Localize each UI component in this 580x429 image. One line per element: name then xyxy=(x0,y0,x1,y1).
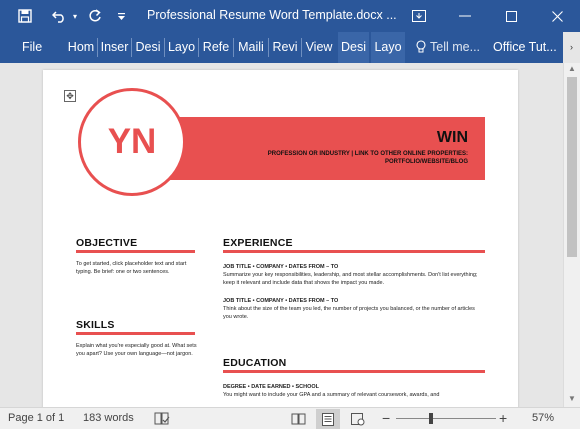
tab-separator xyxy=(97,38,98,57)
skills-heading[interactable]: SKILLS xyxy=(76,319,115,331)
header-banner xyxy=(138,117,485,180)
tab-table-layout[interactable]: Layo xyxy=(371,32,405,63)
experience-heading[interactable]: EXPERIENCE xyxy=(223,237,293,249)
skills-text[interactable]: Explain what you're especially good at. What sets you apart? Use your own language—not jargon. xyxy=(76,343,197,357)
save-icon[interactable] xyxy=(14,0,36,32)
tab-view[interactable]: View xyxy=(305,40,333,54)
close-icon[interactable] xyxy=(534,0,580,32)
web-layout-icon[interactable] xyxy=(346,409,370,429)
tab-file[interactable]: File xyxy=(22,40,43,54)
lightbulb-icon[interactable] xyxy=(410,32,432,63)
tab-mailings[interactable]: Maili xyxy=(238,40,264,54)
undo-dropdown-icon[interactable]: ▾ xyxy=(72,11,77,21)
tab-separator xyxy=(131,38,132,57)
read-mode-icon[interactable] xyxy=(286,409,310,429)
zoom-level[interactable]: 57% xyxy=(532,412,555,424)
experience-rule xyxy=(223,250,485,253)
zoom-slider-thumb[interactable] xyxy=(429,413,433,424)
tab-home[interactable]: Hom xyxy=(67,40,95,54)
maximize-icon[interactable] xyxy=(488,0,534,32)
tab-layout[interactable]: Layo xyxy=(167,40,196,54)
objective-rule xyxy=(76,250,195,253)
ribbon-tabs xyxy=(0,32,580,63)
job-2-title[interactable]: JOB TITLE • COMPANY • DATES FROM – TO xyxy=(223,298,339,304)
zoom-out-icon[interactable]: − xyxy=(382,410,391,426)
office-tutorial-account[interactable]: Office Tut... xyxy=(493,40,557,54)
tab-references[interactable]: Refe xyxy=(202,40,230,54)
initials-text[interactable]: YN xyxy=(107,122,157,161)
document-page[interactable] xyxy=(43,70,518,407)
tab-insert[interactable]: Inser xyxy=(100,40,129,54)
education-heading[interactable]: EDUCATION xyxy=(223,357,287,369)
ribbon-display-options-icon[interactable] xyxy=(396,0,442,32)
document-area xyxy=(0,63,580,407)
proofing-icon[interactable] xyxy=(154,411,170,429)
zoom-slider-track[interactable] xyxy=(396,418,496,419)
tab-separator xyxy=(233,38,234,57)
document-title: Professional Resume Word Template.docx ... xyxy=(147,8,397,22)
scroll-up-icon[interactable]: ▲ xyxy=(568,64,576,73)
education-rule xyxy=(223,370,485,373)
tab-separator xyxy=(268,38,269,57)
page-count[interactable]: Page 1 of 1 xyxy=(8,412,65,424)
resume-name[interactable]: WIN xyxy=(436,129,468,146)
title-bar xyxy=(0,0,580,32)
objective-heading[interactable]: OBJECTIVE xyxy=(76,237,138,249)
table-move-handle-icon[interactable]: ✥ xyxy=(64,90,76,102)
contact-line-2: PORTFOLIO/WEBSITE/BLOG xyxy=(385,159,468,165)
zoom-in-icon[interactable]: + xyxy=(499,410,508,426)
word-count[interactable]: 183 words xyxy=(83,412,134,424)
scroll-thumb[interactable] xyxy=(567,77,577,257)
education-title[interactable]: DEGREE • DATE EARNED • SCHOOL xyxy=(223,384,320,390)
contact-line-1: PROFESSION OR INDUSTRY | LINK TO OTHER ONLINE PROPERTIES: xyxy=(267,151,468,157)
contact-info[interactable] xyxy=(208,150,468,166)
tab-separator xyxy=(301,38,302,57)
tab-separator xyxy=(198,38,199,57)
skills-rule xyxy=(76,332,195,335)
education-text[interactable]: You might want to include your GPA and a summary of relevant coursework, awards, and xyxy=(223,392,440,398)
status-bar xyxy=(0,407,580,429)
job-1-title[interactable]: JOB TITLE • COMPANY • DATES FROM – TO xyxy=(223,264,339,270)
tab-design[interactable]: Desi xyxy=(135,40,161,54)
tab-table-design[interactable]: Desi xyxy=(338,32,369,63)
redo-icon[interactable] xyxy=(84,0,106,32)
tab-review[interactable]: Revi xyxy=(272,40,298,54)
minimize-icon[interactable] xyxy=(442,0,488,32)
job-2-text[interactable]: Think about the size of the team you led, the number of projects you balanced, or the number of articles you wrote. xyxy=(223,306,475,320)
scroll-down-icon[interactable]: ▼ xyxy=(568,394,576,403)
tab-separator xyxy=(164,38,165,57)
objective-text[interactable]: To get started, click placeholder text and start typing. Be brief: one or two sentences. xyxy=(76,261,187,275)
vertical-scrollbar[interactable] xyxy=(563,63,580,407)
undo-icon[interactable] xyxy=(48,0,70,32)
customize-quick-access-icon[interactable] xyxy=(112,0,130,32)
print-layout-icon[interactable] xyxy=(316,409,340,429)
job-1-text[interactable]: Summarize your key responsibilities, leadership, and most stellar accomplishments. Don't list everything; keep it relevant and include data that shows the impact you made. xyxy=(223,272,478,286)
ribbon-scroll-right-icon[interactable]: › xyxy=(563,32,580,63)
tell-me-search[interactable]: Tell me... xyxy=(430,40,481,54)
